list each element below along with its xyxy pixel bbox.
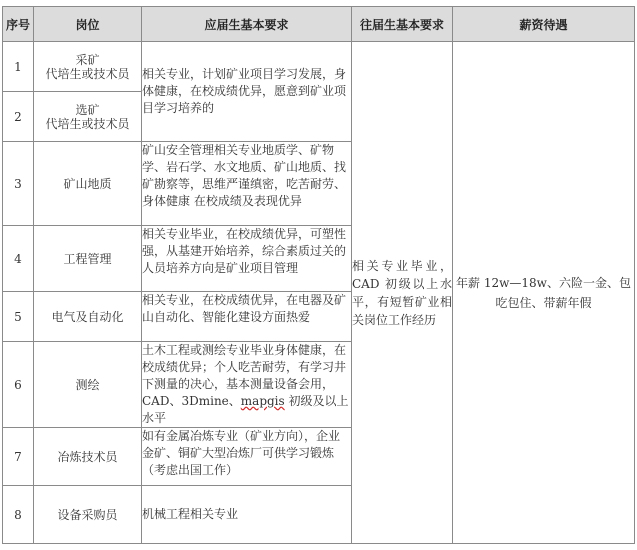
row-position: 选矿 代培生或技术员 (34, 92, 142, 142)
header-position: 岗位 (34, 7, 142, 42)
row-index: 8 (3, 486, 34, 544)
row-position: 采矿 代培生或技术员 (34, 42, 142, 92)
row-index: 7 (3, 428, 34, 486)
row-position: 矿山地质 (34, 142, 142, 226)
fresh-grad-requirement: 机械工程相关专业 (142, 486, 352, 544)
row-position: 测绘 (34, 342, 142, 428)
row-index: 6 (3, 342, 34, 428)
recruitment-table (2, 6, 635, 544)
header-fresh-grad-requirements: 应届生基本要求 (142, 7, 352, 42)
fresh-grad-requirement: 相关专业，在校成绩优异，在电器及矿山自动化、智能化建设方面热爱 (142, 292, 352, 342)
fresh-grad-requirement (142, 342, 352, 428)
header-salary: 薪资待遇 (453, 7, 635, 42)
mapgis-text: mapgis (240, 394, 285, 408)
row-position: 电气及自动化 (34, 292, 142, 342)
fresh-grad-requirement: 相关专业，计划矿业项目学习发展，身体健康，在校成绩优异，愿意到矿业项目学习培养的 (142, 42, 352, 142)
surveying-text: 土木工程或测绘专业毕业身体健康，在校成绩优异；个人吃苦耐劳，有学习井下测量的决心，基本测量设备会用，CAD、3Dmine、 (142, 343, 347, 408)
row-index: 4 (3, 226, 34, 292)
table-row (3, 42, 635, 92)
salary-benefits: 年薪 12w—18w、六险一金、包吃包住、带薪年假 (453, 42, 635, 544)
surveying-text-end: 初级及以上水平 (142, 394, 349, 425)
row-index: 1 (3, 42, 34, 92)
fresh-grad-requirement: 相关专业毕业，在校成绩优异，可塑性强，从基建开始培养，综合素质过关的人员培养方向是矿业项目管理 (142, 226, 352, 292)
header-row (3, 7, 635, 42)
row-index: 2 (3, 92, 34, 142)
row-position: 冶炼技术员 (34, 428, 142, 486)
experienced-requirement: 相关专业毕业，CAD 初级以上水平，有短暂矿业相关岗位工作经历 (352, 42, 453, 544)
fresh-grad-requirement: 矿山安全管理相关专业地质学、矿物学、岩石学、水文地质、矿山地质、找矿勘察等，思维严谨缜密，吃苦耐劳、身体健康 在校成绩及表现优异 (142, 142, 352, 226)
header-index: 序号 (3, 7, 34, 42)
fresh-grad-requirement: 如有金属冶炼专业（矿业方向），企业金矿、铜矿大型冶炼厂可供学习锻炼（考虑出国工作） (142, 428, 352, 486)
row-position: 工程管理 (34, 226, 142, 292)
header-experienced-requirements: 往届生基本要求 (352, 7, 453, 42)
row-index: 3 (3, 142, 34, 226)
row-index: 5 (3, 292, 34, 342)
row-position: 设备采购员 (34, 486, 142, 544)
